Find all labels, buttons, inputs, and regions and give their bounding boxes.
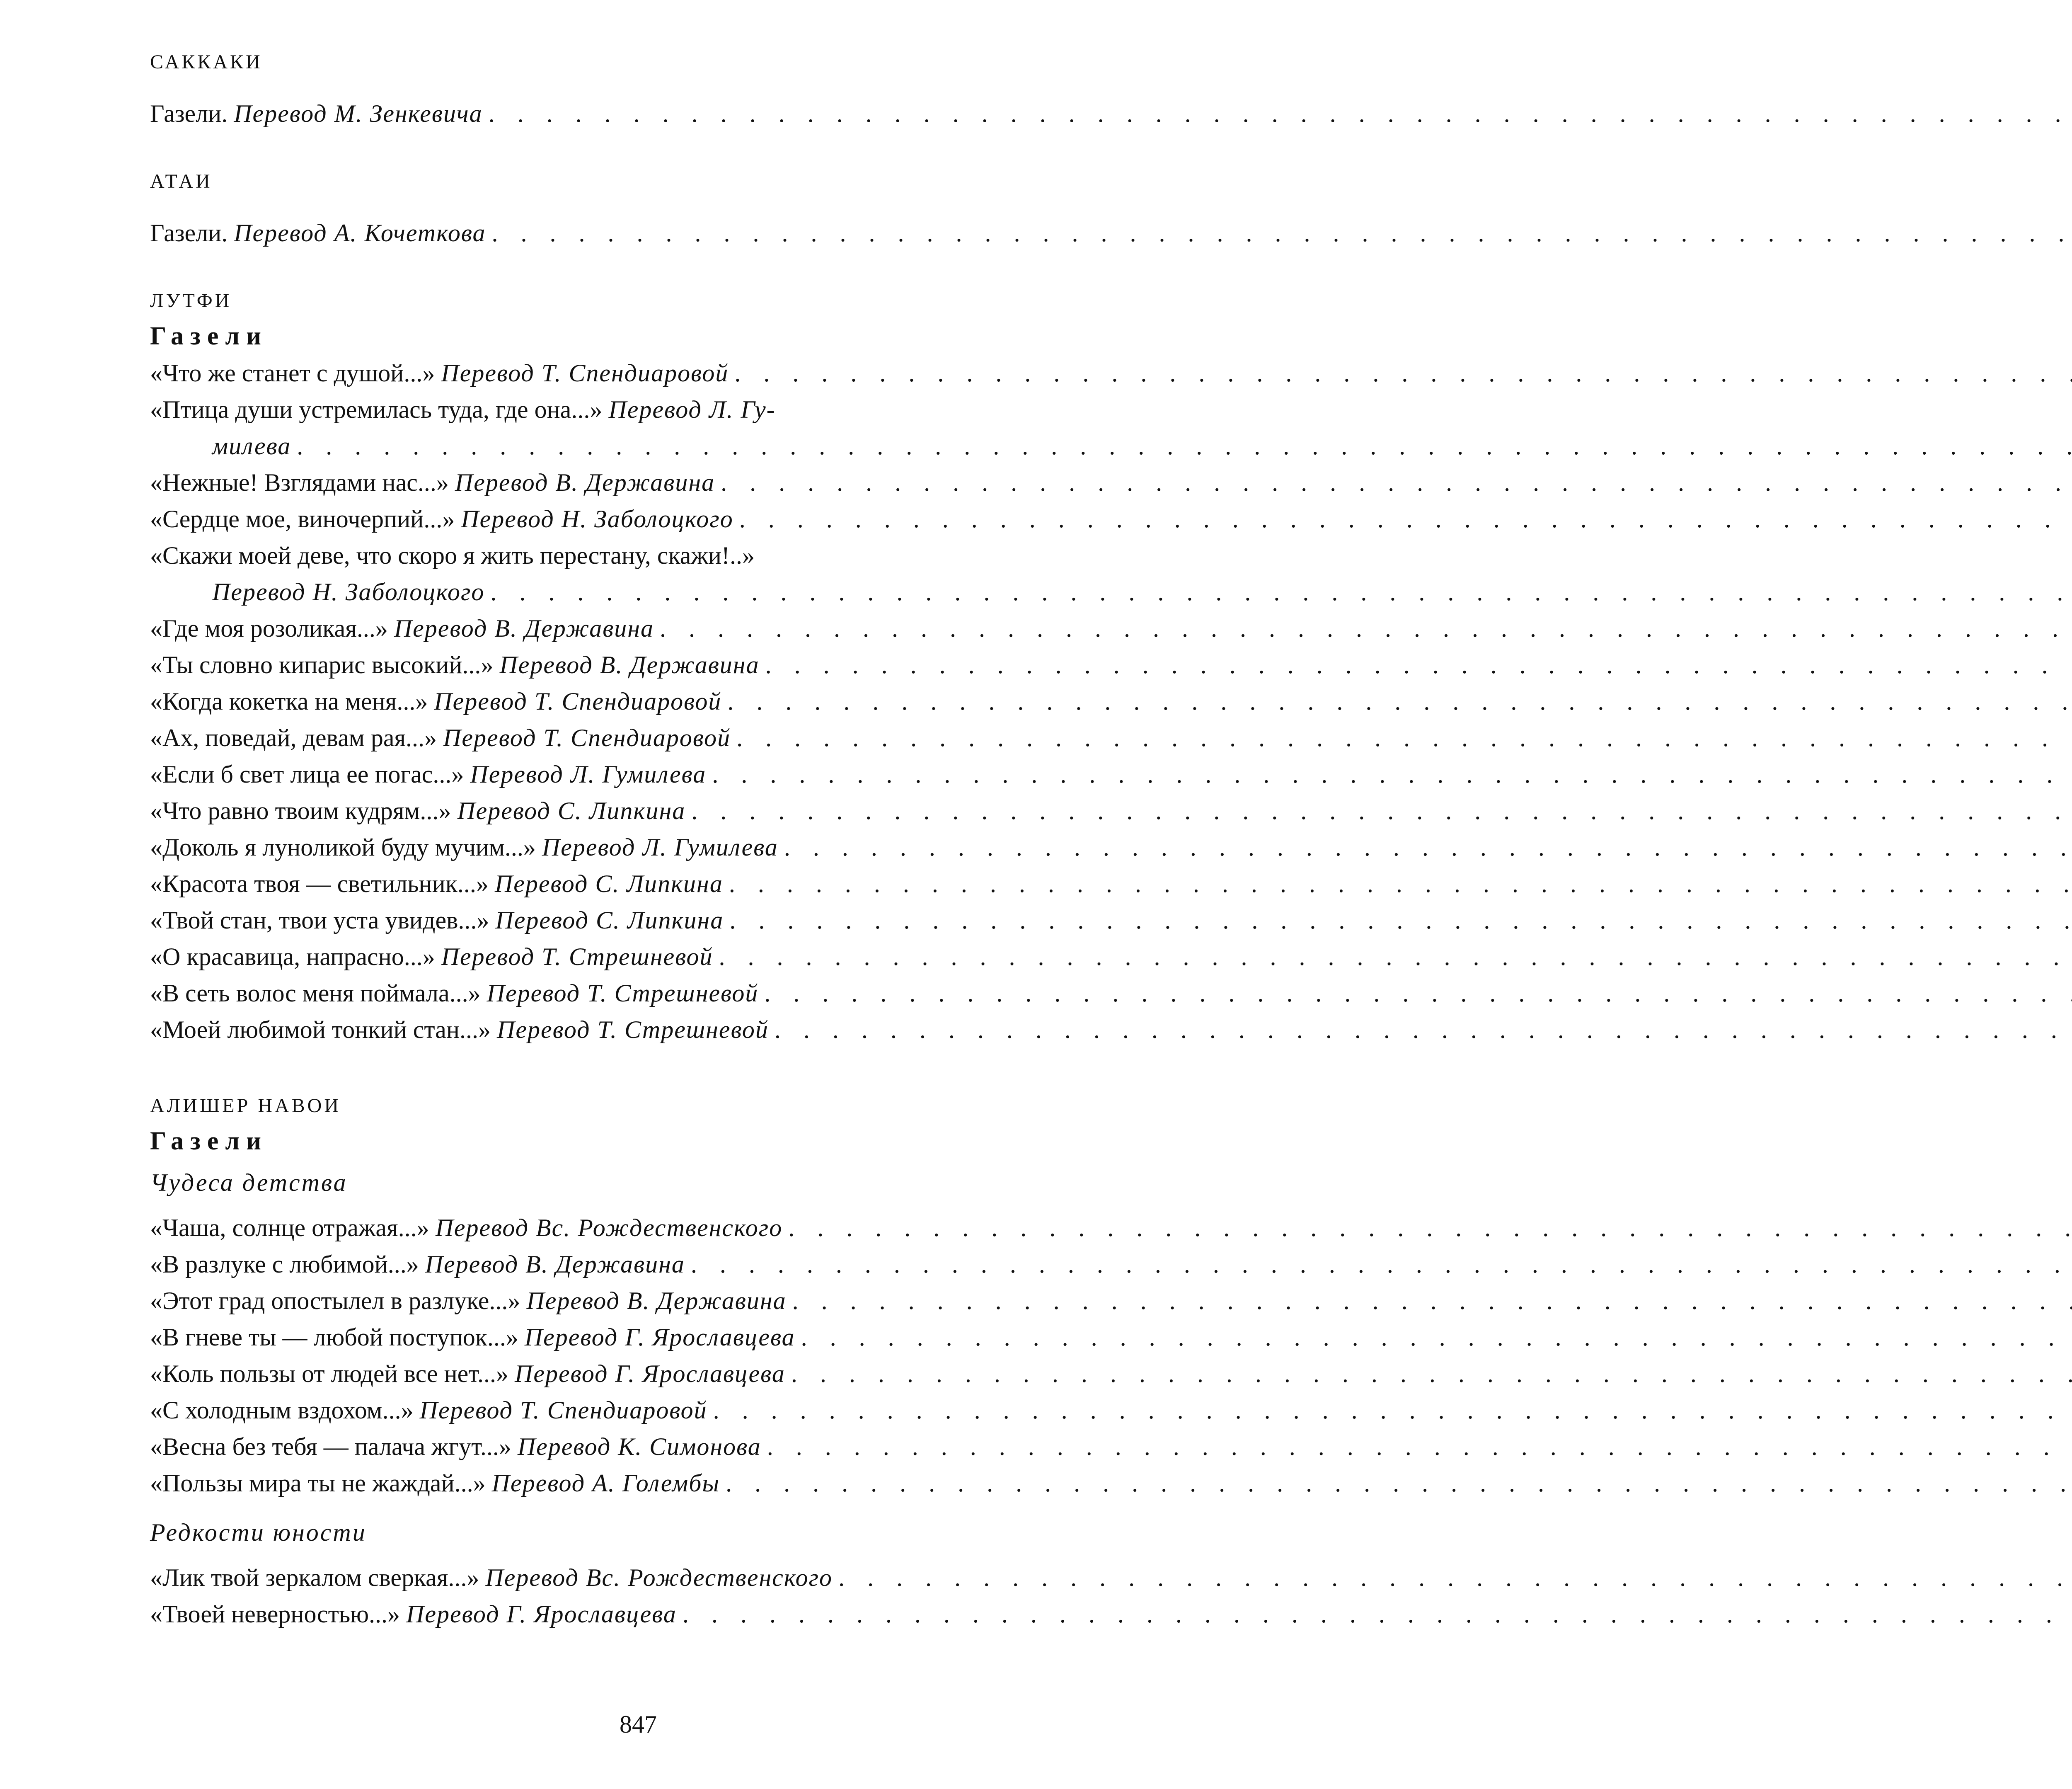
entry-translator: Перевод С. Липкина: [495, 907, 724, 934]
dot-leader: [691, 1246, 2072, 1282]
entry-title: «Ты словно кипарис высокий...»: [150, 651, 494, 679]
dot-leader: [765, 647, 2072, 683]
toc-entry: [150, 865, 1136, 902]
entry-translator: Перевод Т. Спендиаровой: [441, 359, 729, 387]
entry-translator: Перевод Т. Спендиаровой: [419, 1396, 707, 1424]
dot-leader: [727, 683, 2072, 720]
navoi-entries-childhood: [150, 1210, 1136, 1501]
toc-entry: [150, 756, 1136, 793]
entry-translator: Перевод Л. Гумилева: [470, 761, 707, 788]
table-of-contents: [150, 50, 1136, 1632]
entry-title: «Весна без тебя — палача жгут...»: [150, 1433, 511, 1460]
toc-entry: [150, 464, 1136, 501]
toc-entry: [150, 1210, 1136, 1246]
entry-translator: Перевод В. Державина: [425, 1251, 685, 1278]
entry-title: «О красавица, напрасно...»: [150, 943, 435, 970]
entry-translator: Перевод Н. Заболоцкого: [212, 578, 485, 606]
toc-entry: [150, 215, 1136, 251]
entry-translator: Перевод Г. Ярославцева: [524, 1324, 795, 1351]
dot-leader: [838, 1559, 2072, 1596]
toc-entry: [150, 902, 1136, 938]
dot-leader: [719, 938, 2072, 975]
entry-title: Газели.: [150, 219, 228, 247]
entry-title: «Моей любимой тонкий стан...»: [150, 1016, 491, 1043]
toc-entry: [150, 1246, 1136, 1282]
toc-entry: [150, 1355, 1136, 1392]
toc-entry: [150, 1319, 1136, 1355]
toc-entry: [150, 720, 1136, 756]
lutfi-entries: [150, 355, 1136, 1048]
entry-translator: Перевод М. Зенкевича: [234, 100, 483, 127]
dot-leader: [767, 1428, 2072, 1465]
dot-leader: [683, 1596, 2072, 1632]
dot-leader: [489, 95, 2072, 132]
dot-leader: [791, 1355, 2072, 1392]
dot-leader: [726, 1465, 2072, 1501]
entry-translator: Перевод Т. Стрешневой: [497, 1016, 769, 1043]
dot-leader: [729, 902, 2072, 938]
page-number: 847: [620, 1711, 657, 1738]
entry-translator: Перевод Г. Ярославцева: [515, 1360, 785, 1387]
section-heading: Газели: [150, 1127, 268, 1155]
dot-leader: [297, 428, 2072, 464]
entry-title: «Когда кокетка на меня...»: [150, 688, 428, 715]
dot-leader: [691, 793, 2072, 829]
toc-entry: [150, 647, 1136, 683]
toc-entry: [150, 829, 1136, 865]
entry-title: «Где моя розоликая...»: [150, 615, 388, 642]
toc-entry: [150, 1428, 1136, 1465]
toc-entry: [150, 1392, 1136, 1428]
toc-entry: [150, 1596, 1136, 1632]
entry-translator: Перевод Т. Спендиаровой: [434, 688, 722, 715]
entry-title: «Нежные! Взглядами нас...»: [150, 469, 449, 496]
dot-leader: [736, 720, 2072, 756]
entry-translator: Перевод Л. Гу-: [608, 396, 776, 423]
entry-translator: Перевод К. Симонова: [517, 1433, 761, 1460]
entry-translator: Перевод С. Липкина: [494, 870, 723, 897]
author-heading: АТАИ: [150, 170, 213, 192]
entry-title: «В сеть волос меня поймала...»: [150, 979, 481, 1007]
dot-leader: [660, 610, 2072, 647]
toc-entry: [150, 355, 1136, 391]
entry-title: «С холодным вздохом...»: [150, 1396, 414, 1424]
entry-translator: Перевод Вс. Рождественского: [435, 1214, 783, 1241]
entry-translator: Перевод Т. Стрешневой: [441, 943, 713, 970]
entry-translator: Перевод А. Голембы: [491, 1469, 720, 1497]
dot-leader: [713, 1392, 2072, 1428]
entry-translator: Перевод Т. Стрешневой: [487, 979, 759, 1007]
entry-translator: Перевод А. Кочеткова: [234, 219, 486, 247]
entry-title: «Красота твоя — светильник...»: [150, 870, 489, 897]
toc-entry: [150, 95, 1136, 132]
dot-leader: [775, 1011, 2072, 1048]
subsection-heading: Редкости юности: [150, 1519, 367, 1546]
dot-leader: [788, 1210, 2072, 1246]
toc-entry: [150, 1282, 1136, 1319]
author-heading: АЛИШЕР НАВОИ: [150, 1095, 341, 1117]
toc-entry-continuation: [150, 574, 1136, 610]
subsection-heading: Чудеса детства: [150, 1169, 348, 1196]
author-heading: ЛУТФИ: [150, 290, 232, 312]
entry-title: «Ах, поведай, девам рая...»: [150, 724, 437, 751]
dot-leader: [492, 215, 2072, 251]
toc-entry: [150, 1011, 1136, 1048]
dot-leader: [734, 355, 2072, 391]
toc-entry: [150, 610, 1136, 647]
dot-leader: [784, 829, 2072, 865]
dot-leader: [721, 464, 2072, 501]
toc-entry: [150, 938, 1136, 975]
entry-title: «Если б свет лица ее погас...»: [150, 761, 464, 788]
entry-translator: Перевод В. Державина: [455, 469, 715, 496]
entry-translator: Перевод Г. Ярославцева: [406, 1600, 677, 1628]
toc-entry: [150, 683, 1136, 720]
entry-translator: Перевод В. Державина: [394, 615, 654, 642]
entry-title: «Пользы мира ты не жаждай...»: [150, 1469, 486, 1497]
entry-title: «Что равно твоим кудрям...»: [150, 797, 451, 824]
entry-title: «Этот град опостылел в разлуке...»: [150, 1287, 520, 1314]
entry-title: «В гневе ты — любой поступок...»: [150, 1324, 518, 1351]
toc-entry-continuation: [150, 428, 1136, 464]
dot-leader: [801, 1319, 2072, 1355]
entry-translator: Перевод В. Державина: [526, 1287, 787, 1314]
entry-title: «Птица души устремилась туда, где она...»: [150, 396, 603, 423]
entry-title: «Твоей неверностью...»: [150, 1600, 400, 1628]
navoi-entries-youth: [150, 1559, 1136, 1632]
dot-leader: [490, 574, 2072, 610]
toc-entry: [150, 793, 1136, 829]
entry-translator: Перевод Н. Заболоцкого: [461, 505, 733, 533]
dot-leader: [712, 756, 2072, 793]
entry-translator: Перевод Т. Спендиаровой: [443, 724, 731, 751]
entry-title: «Скажи моей деве, что скоро я жить перестану, скажи!..»: [150, 542, 755, 569]
dot-leader: [792, 1282, 2072, 1319]
toc-entry: [150, 1559, 1136, 1596]
entry-title: «Что же станет с душой...»: [150, 359, 435, 387]
entry-title: Газели.: [150, 100, 228, 127]
entry-title: «Лик твой зеркалом сверкая...»: [150, 1564, 479, 1591]
dot-leader: [739, 501, 2072, 537]
toc-entry: [150, 1465, 1136, 1501]
author-heading: САККАКИ: [150, 51, 263, 73]
entry-translator: Перевод В. Державина: [499, 651, 760, 679]
dot-leader: [729, 865, 2072, 902]
entry-title: «Доколь я луноликой буду мучим...»: [150, 834, 536, 861]
toc-entry: [150, 501, 1136, 537]
dot-leader: [764, 975, 2072, 1011]
entry-title: «Коль пользы от людей все нет...»: [150, 1360, 509, 1387]
section-heading: Газели: [150, 322, 268, 350]
entry-title: «Твой стан, твои уста увидев...»: [150, 907, 489, 934]
entry-title: «В разлуке с любимой...»: [150, 1251, 419, 1278]
entry-translator: милева: [212, 432, 291, 460]
entry-title: «Чаша, солнце отражая...»: [150, 1214, 429, 1241]
entry-title: «Сердце мое, виночерпий...»: [150, 505, 455, 533]
entry-translator: Перевод Вс. Рождественского: [485, 1564, 833, 1591]
toc-entry: [150, 391, 1136, 428]
entry-translator: Перевод С. Липкина: [457, 797, 686, 824]
toc-entry: [150, 537, 1136, 574]
entry-translator: Перевод Л. Гумилева: [542, 834, 778, 861]
toc-entry: [150, 975, 1136, 1011]
